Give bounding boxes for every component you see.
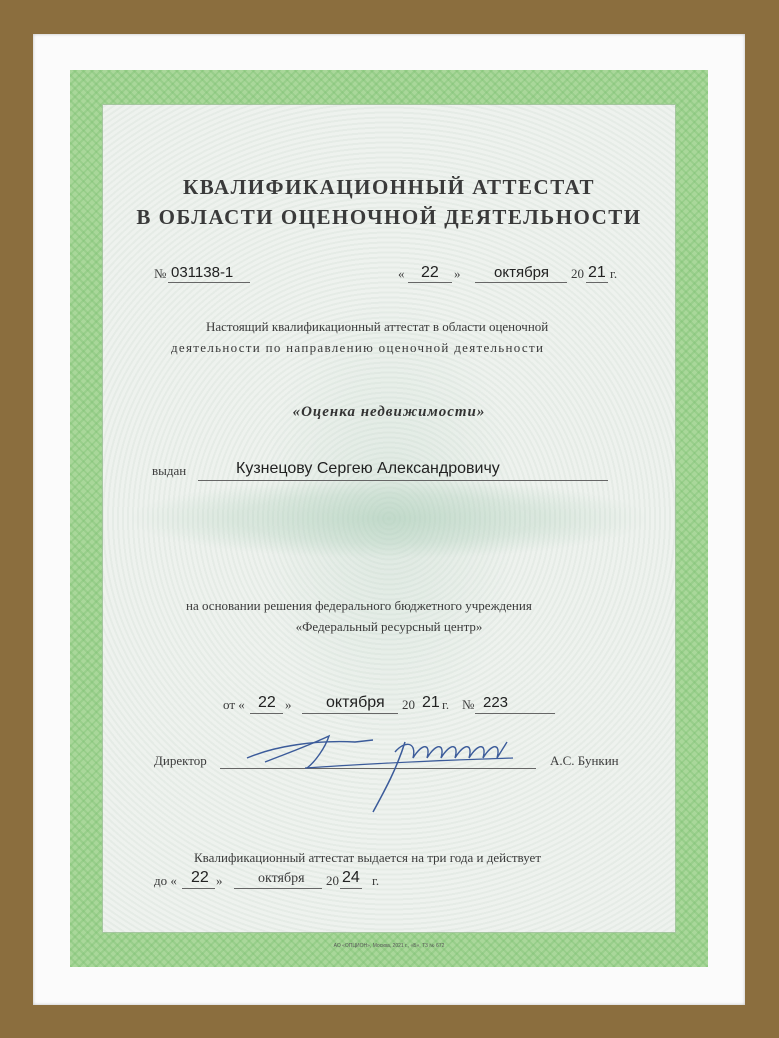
number-underline bbox=[168, 282, 250, 283]
printer-note: АО «ОПЦИОН», Москва, 2021 г., «Б», Т3 № 672 bbox=[333, 943, 445, 949]
issue-year-unit: г. bbox=[610, 266, 618, 281]
title-line-2: В ОБЛАСТИ ОЦЕНОЧНОЙ ДЕЯТЕЛЬНОСТИ bbox=[136, 205, 642, 229]
director-label: Директор bbox=[154, 753, 207, 768]
issued-label: выдан bbox=[152, 463, 187, 478]
basis-line-1: на основании решения федерального бюджетного учреждения bbox=[186, 598, 532, 613]
holder-underline bbox=[198, 480, 608, 481]
issue-month: октября bbox=[494, 264, 549, 281]
director-signature bbox=[245, 728, 545, 818]
decision-year-suffix: 21 bbox=[422, 694, 440, 711]
decision-month-underline bbox=[302, 713, 398, 714]
basis-line-2: «Федеральный ресурсный центр» bbox=[295, 619, 483, 634]
decision-month: октября bbox=[326, 694, 385, 711]
validity-day-underline bbox=[182, 888, 215, 889]
validity-month: октября bbox=[258, 871, 305, 886]
issue-year-suffix: 21 bbox=[588, 264, 606, 281]
direction-name: «Оценка недвижимости» bbox=[292, 404, 486, 420]
validity-until-label: до « bbox=[154, 873, 177, 888]
issue-day-underline bbox=[408, 282, 452, 283]
date-quote-open: « bbox=[398, 266, 405, 281]
issue-day: 22 bbox=[421, 264, 439, 281]
body-line-1: Настоящий квалификационный аттестат в области оценочной bbox=[206, 319, 549, 334]
decision-year-unit: г. bbox=[442, 697, 450, 712]
decision-from-label: от « bbox=[223, 697, 245, 712]
date-quote-close: » bbox=[454, 266, 461, 281]
certificate bbox=[70, 70, 708, 967]
director-name: А.С. Бункин bbox=[550, 753, 619, 768]
decision-day-underline bbox=[250, 713, 283, 714]
validity-quote-close: » bbox=[216, 873, 223, 888]
validity-month-underline bbox=[234, 888, 322, 889]
number-label: № bbox=[154, 266, 167, 281]
issue-year-prefix: 20 bbox=[571, 266, 584, 281]
holder-name: Кузнецову Сергею Александровичу bbox=[236, 460, 500, 477]
decision-number-label: № bbox=[462, 697, 475, 712]
validity-line-1: Квалификационный аттестат выдается на три года и действует bbox=[194, 850, 542, 865]
issue-month-underline bbox=[475, 282, 567, 283]
decision-year-prefix: 20 bbox=[402, 697, 415, 712]
validity-year-prefix: 20 bbox=[326, 873, 339, 888]
decision-quote-close: » bbox=[285, 697, 292, 712]
validity-year-unit: г. bbox=[372, 873, 380, 888]
issue-year-underline bbox=[586, 282, 608, 283]
body-line-2: деятельности по направлению оценочной деятельности bbox=[171, 340, 545, 355]
decision-number-underline bbox=[475, 713, 555, 714]
validity-year-underline bbox=[340, 888, 362, 889]
certificate-number: 031138-1 bbox=[171, 264, 234, 281]
title-line-1: КВАЛИФИКАЦИОННЫЙ АТТЕСТАТ bbox=[183, 175, 595, 199]
validity-day: 22 bbox=[191, 869, 209, 886]
decision-number: 223 bbox=[483, 694, 509, 711]
validity-year-suffix: 24 bbox=[342, 869, 360, 886]
decision-day: 22 bbox=[258, 694, 276, 711]
